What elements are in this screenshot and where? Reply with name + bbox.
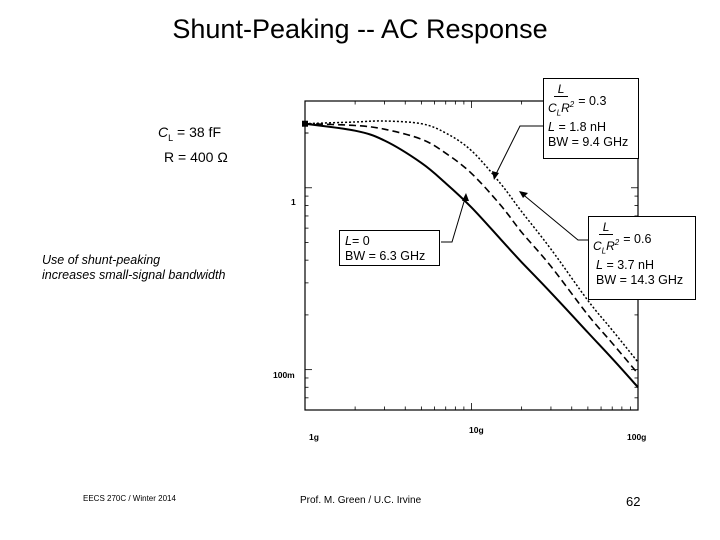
ratio-value: = 0.6 <box>623 232 652 247</box>
arrow-box1-leader <box>494 126 543 178</box>
inductance-line: L = 3.7 nH <box>596 258 655 273</box>
arrow-box2-leader <box>441 195 466 242</box>
start-marker <box>302 121 308 127</box>
ratio-value: = 0.3 <box>578 94 607 109</box>
cl-subscript: L <box>168 132 174 143</box>
fraction-l-over-clr2: $\frac{L}{C_LR^2}$ <box>593 220 620 256</box>
annotation-box-lr06 <box>588 216 696 300</box>
footer-author: Prof. M. Green / U.C. Irvine <box>300 495 422 506</box>
arrowhead-2 <box>462 193 469 201</box>
r-parameter: R = 400 Ω <box>164 149 228 165</box>
arrow-box3-leader <box>520 192 588 240</box>
fraction-l-over-clr2: $\frac{L}{C_LR^2}$ <box>548 82 575 118</box>
slide-title: Shunt-Peaking -- AC Response <box>172 14 548 44</box>
arrow-heads <box>462 171 528 201</box>
bandwidth-value: BW = 6.3 GHz <box>345 249 426 263</box>
note-line-1: Use of shunt-peaking <box>42 253 161 267</box>
bandwidth-value: BW = 14.3 GHz <box>596 273 684 288</box>
inductance-zero: L= 0 <box>345 234 370 248</box>
xtick-10g: 10g <box>469 425 484 435</box>
cl-symbol: C <box>158 124 169 140</box>
annotation-box-lr03 <box>543 78 639 159</box>
arrowhead-1 <box>492 171 499 180</box>
ytick-1: 1 <box>291 197 296 207</box>
bandwidth-value: BW = 9.4 GHz <box>548 135 629 150</box>
page-number: 62 <box>626 494 641 509</box>
ytick-100m: 100m <box>273 370 295 380</box>
xtick-1g: 1g <box>309 432 319 442</box>
annotation-box-l0 <box>339 230 440 266</box>
note-line-2: increases small-signal bandwidth <box>42 268 226 282</box>
inductance-line: L = 1.8 nH <box>548 120 607 135</box>
cl-value: = 38 fF <box>177 124 221 140</box>
footer-course: EECS 270C / Winter 2014 <box>83 494 176 503</box>
xtick-100g: 100g <box>627 432 647 442</box>
